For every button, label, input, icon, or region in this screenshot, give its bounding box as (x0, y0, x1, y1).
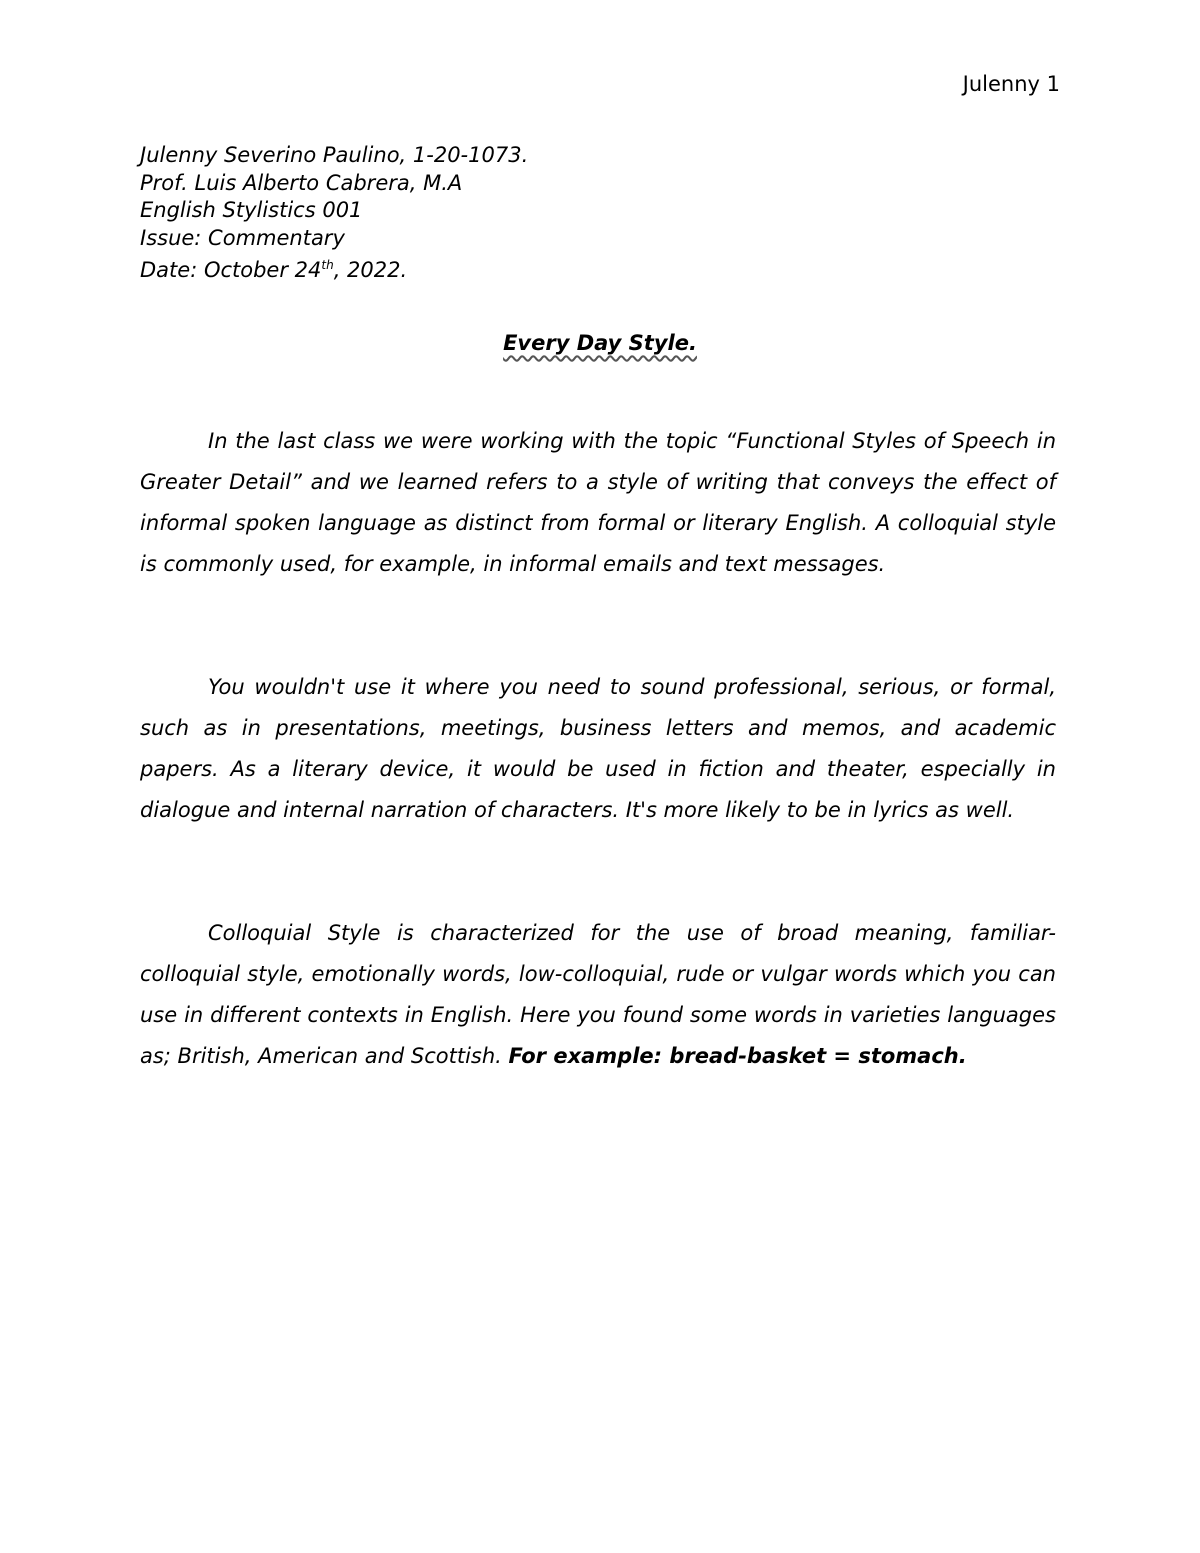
course-line: English Stylistics 001 (140, 198, 363, 222)
essay-title: Every Day Style. (503, 331, 697, 355)
paragraph-3-text: Colloquial Style is characterized for the use of broad meaning, familiar-colloquial style, emotionally words, low-colloquial, rude or vulgar words which you can use in different contexts in English. Here you found some words in varieties languages as; British, American and Scottish. (140, 921, 1056, 1068)
paragraph-2-text: You wouldn't use it where you need to sound professional, serious, or formal, such as in presentations, meetings, business letters and memos, and academic papers. As a literary device, it would be used in fiction and theater, especially in dialogue and internal narration of characters. It's more likely to be in lyrics as well. (140, 675, 1056, 822)
paragraph-1 (140, 421, 1056, 585)
essay-title-container (0, 331, 1200, 355)
paragraph-2 (140, 667, 1056, 831)
date-suffix: , 2022. (333, 258, 408, 282)
paragraph-3 (140, 913, 1056, 1077)
student-info-block (140, 142, 528, 285)
date-superscript: th (321, 258, 334, 272)
professor-line: Prof. Luis Alberto Cabrera, M.A (140, 170, 463, 195)
paragraph-1-text: In the last class we were working with the topic “Functional Styles of Speech in Greater Detail” and we learned refers to a style of writing that conveys the effect of informal spoken language as distinct from formal or literary English. A colloquial style is commonly used, for example, in informal emails and text messages. (140, 429, 1056, 576)
paragraph-3-example: For example: bread-basket = stomach. (508, 1044, 967, 1068)
issue-line: Issue: Commentary (140, 225, 345, 250)
date-text: Date: October 24 (140, 258, 322, 282)
date-line (140, 252, 528, 285)
running-header: Julenny 1 (962, 72, 1060, 96)
student-name-line: Julenny Severino Paulino, 1-20-1073. (140, 143, 529, 167)
